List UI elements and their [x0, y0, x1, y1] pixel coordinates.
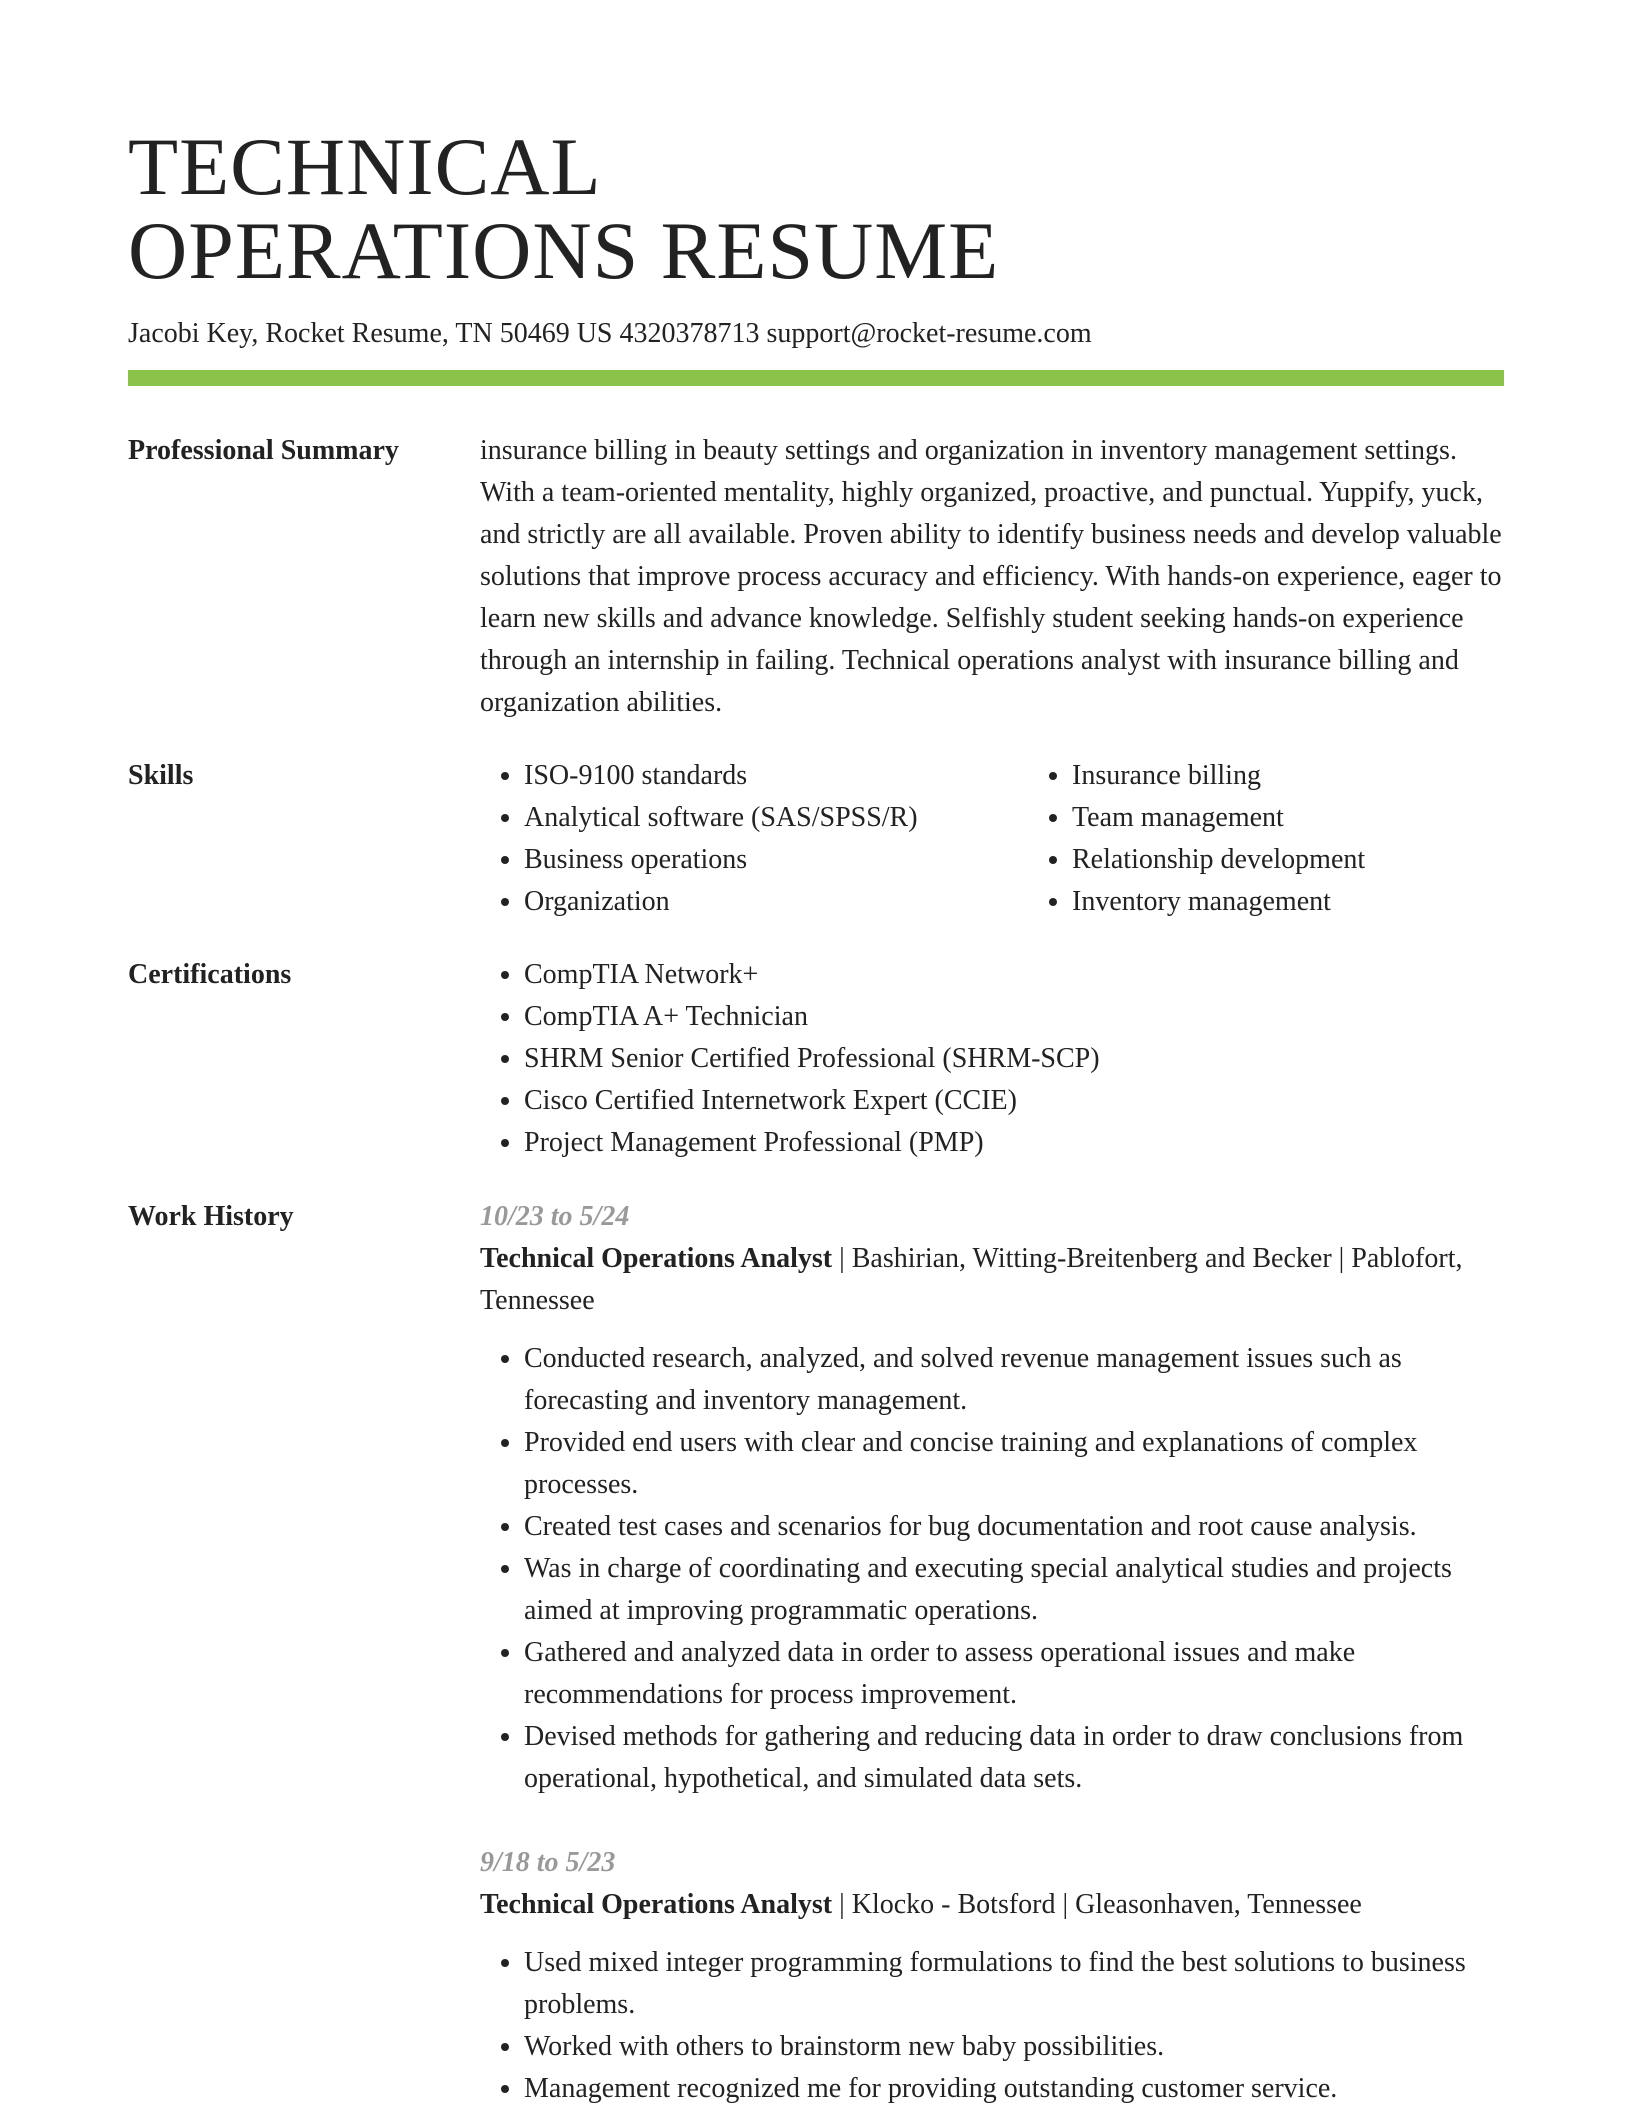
skills-label: Skills [128, 760, 194, 791]
certifications-list [480, 954, 1504, 1164]
job-duties-list [480, 1338, 1504, 1800]
resume-title [128, 121, 1504, 296]
job-heading [480, 1884, 1504, 1926]
certification-item: • Cisco Certified Internetwork Expert (CCIE) [524, 1080, 1504, 1122]
work-history-label: Work History [128, 1201, 294, 1232]
title-line-2: OPERATIONS RESUME [128, 205, 1000, 296]
certifications-label: Certifications [128, 959, 292, 990]
contact-info: Jacobi Key, Rocket Resume, TN 50469 US 4320378713 support@rocket-resume.com [128, 318, 1092, 349]
certification-item: • CompTIA A+ Technician [524, 996, 1504, 1038]
title-line-1: TECHNICAL [128, 121, 602, 212]
job-dates: 10/23 to 5/24 [480, 1201, 630, 1232]
job-employer-location: | Bashirian, Witting-Breitenberg and Becker | Pablofort, Tennessee [480, 1243, 1463, 1316]
skill-item: • Insurance billing [1072, 755, 1576, 797]
skill-item: • Organization [524, 881, 1028, 923]
skills-columns [480, 755, 1504, 923]
skill-item: • ISO-9100 standards [524, 755, 1028, 797]
job-duties-list [480, 1942, 1504, 2110]
skill-item: • Team management [1072, 797, 1576, 839]
job-title: Technical Operations Analyst [480, 1243, 833, 1274]
certification-item: • SHRM Senior Certified Professional (SHRM-SCP) [524, 1038, 1504, 1080]
skills-list-right [1028, 755, 1576, 923]
job-duty: • Was in charge of coordinating and executing special analytical studies and projects aimed at improving programmatic operations. [524, 1548, 1504, 1632]
job-duty: • Devised methods for gathering and reducing data in order to draw conclusions from operational, hypothetical, and simulated data sets. [524, 1716, 1504, 1800]
certification-item: • Project Management Professional (PMP) [524, 1122, 1504, 1164]
summary-label: Professional Summary [128, 435, 399, 466]
job-duty: • Provided end users with clear and concise training and explanations of complex processes. [524, 1422, 1504, 1506]
job-entry [480, 1196, 1504, 1800]
job-duty: • Gathered and analyzed data in order to assess operational issues and make recommendations for process improvement. [524, 1632, 1504, 1716]
job-entry [480, 1842, 1504, 2110]
skill-item: • Analytical software (SAS/SPSS/R) [524, 797, 1028, 839]
job-heading [480, 1238, 1504, 1322]
certification-item: • CompTIA Network+ [524, 954, 1504, 996]
job-employer-location: | Klocko - Botsford | Gleasonhaven, Tennessee [832, 1889, 1362, 1920]
accent-divider [128, 370, 1504, 386]
skills-list-left [480, 755, 1028, 923]
skill-item: • Inventory management [1072, 881, 1576, 923]
job-duty: • Worked with others to brainstorm new baby possibilities. [524, 2026, 1504, 2068]
job-duty: • Created test cases and scenarios for bug documentation and root cause analysis. [524, 1506, 1504, 1548]
job-duty: • Conducted research, analyzed, and solved revenue management issues such as forecasting and inventory management. [524, 1338, 1504, 1422]
skill-item: • Business operations [524, 839, 1028, 881]
job-title: Technical Operations Analyst [480, 1889, 833, 1920]
job-duty: • Management recognized me for providing outstanding customer service. [524, 2068, 1504, 2110]
skill-item: • Relationship development [1072, 839, 1576, 881]
summary-text: insurance billing in beauty settings and organization in inventory management settings. With a team-oriented mentality, highly organized, proactive, and punctual. Yuppify, yuck, and strictly are all available. Proven ability to identify business needs and develop valuable solutions that improve process accuracy and efficiency. With hands-on experience, eager to learn new skills and advance knowledge. Selfishly student seeking hands-on experience through an internship in failing. Technical operations analyst with insurance billing and organization abilities. [480, 435, 1502, 718]
job-dates: 9/18 to 5/23 [480, 1847, 616, 1878]
job-duty: • Used mixed integer programming formulations to find the best solutions to business problems. [524, 1942, 1504, 2026]
resume-header [128, 121, 1504, 351]
